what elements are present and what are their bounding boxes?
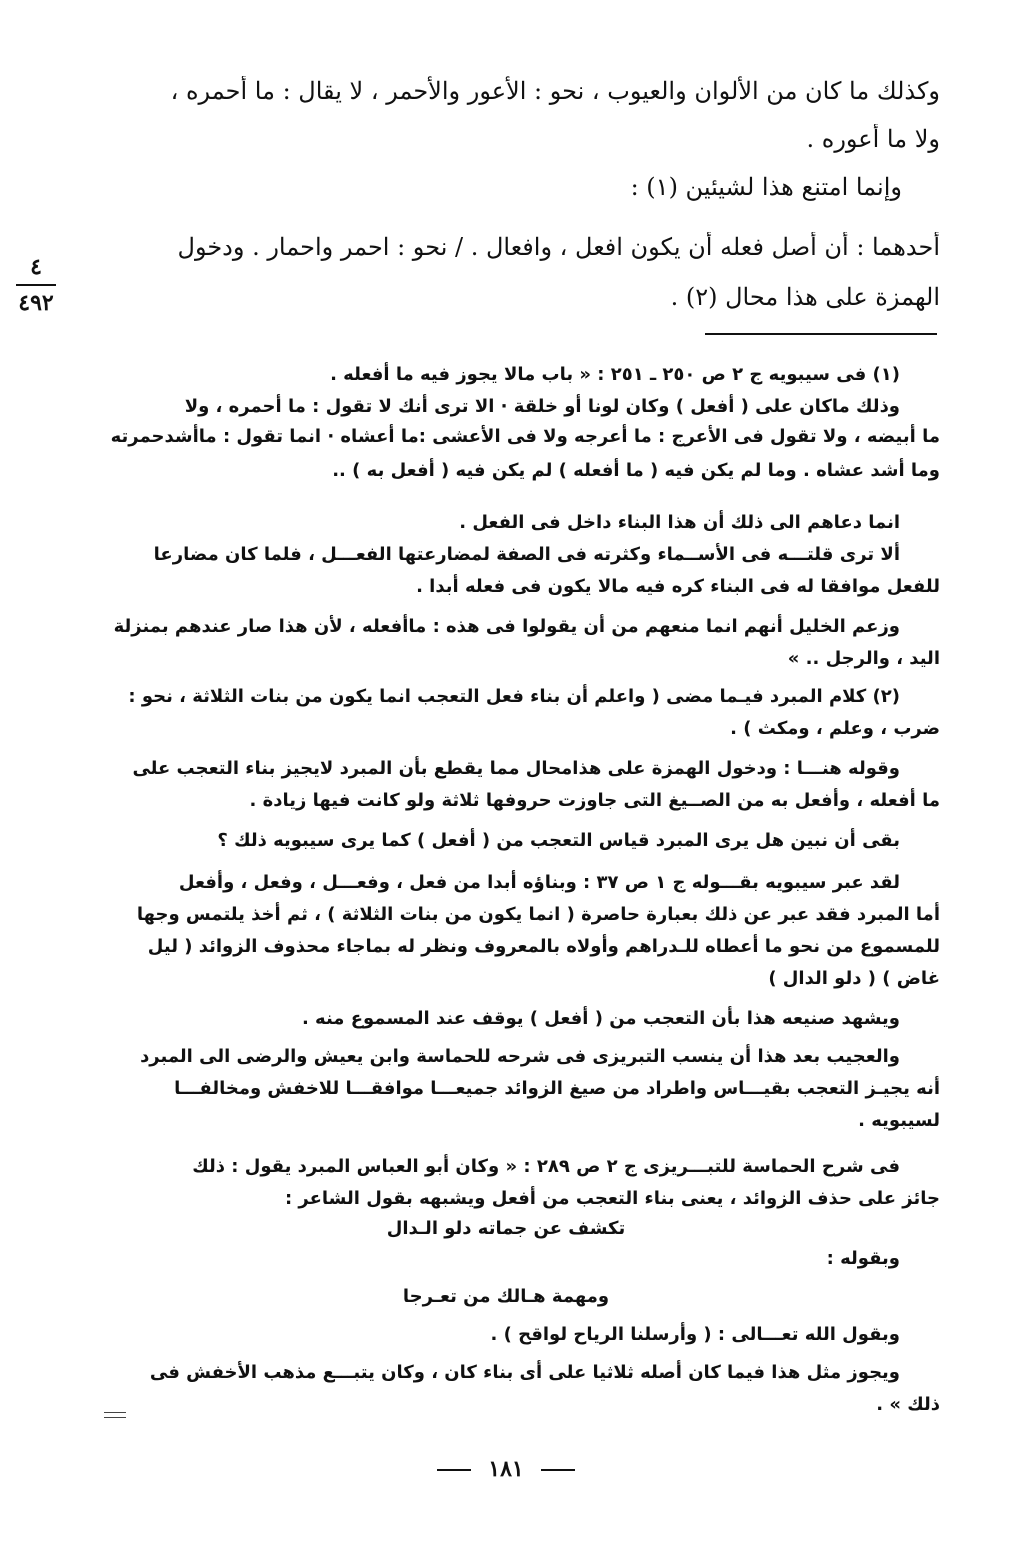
main-text-line-3: وإنما امتنع هذا لشيئين (١) : xyxy=(630,173,902,201)
main-text-line-4: أحدهما : أن أصل فعله أن يكون افعل ، وافعال . / نحو : احمر واحمار . ودخول xyxy=(177,233,940,261)
footnote-line-10: (٢) كلام المبرد فيـما مضى ( واعلم أن بناء فعل التعجب انما يكون من بنات الثلاثة ، نحو : xyxy=(128,686,900,707)
footnote-line-5: انما دعاهم الى ذلك أن هذا البناء داخل فى الفعل . xyxy=(459,512,900,533)
margin-ref-divider xyxy=(16,284,56,286)
footnote-line-1: (١) فى سيبويه ج ٢ ص ٢٥٠ ـ ٢٥١ : « باب مالا يجوز فيه ما أفعله . xyxy=(330,364,900,385)
footnote-line-18: غاض ) ( دلو الدال ) xyxy=(768,968,940,989)
footnote-line-26: وبقوله : xyxy=(826,1248,900,1269)
footnote-line-6: ألا ترى قلتـــه فى الأســماء وكثرته فى الصفة لمضارعتها الفعـــل ، فلما كان مضارعا xyxy=(153,544,900,565)
page-number-value: ١٨١ xyxy=(488,1456,524,1482)
page-number-dash-left xyxy=(541,1469,575,1471)
margin-ref-bottom: ٤٩٢ xyxy=(18,290,54,316)
footnote-line-12: وقوله هنـــا : ودخول الهمزة على هذامحال مما يقطع بأن المبرد لايجيز بناء التعجب على xyxy=(132,758,900,779)
footnote-line-7: للفعل موافقا له فى البناء كره فيه مالا يكون فى فعله أبدا . xyxy=(416,576,940,597)
margin-page-reference xyxy=(14,252,58,318)
main-text-line-1: وكذلك ما كان من الألوان والعيوب ، نحو : الأعور والأحمر ، لا يقال : ما أحمره ، xyxy=(170,77,940,105)
page-number-dash-right xyxy=(437,1469,471,1471)
page-number xyxy=(0,1456,1012,1482)
footnote-line-30: ذلك » . xyxy=(876,1394,940,1415)
footnote-line-20: والعجيب بعد هذا أن ينسب التبريزى فى شرحه للحماسة وابن يعيش والرضى الى المبرد xyxy=(140,1046,900,1067)
footnote-line-23: فى شرح الحماسة للتبـــريزى ج ٢ ص ٢٨٩ : « وكان أبو العباس المبرد يقول : ذلك xyxy=(192,1156,900,1177)
footnote-line-15: لقد عبر سيبويه بقـــوله ج ١ ص ٣٧ : وبناؤه أبدا من فعل ، وفعـــل ، وفعل ، وأفعل xyxy=(178,872,900,893)
footnote-line-22: لسيبويه . xyxy=(858,1110,940,1131)
footnote-line-16: أما المبرد فقد عبر عن ذلك بعبارة حاصرة ( انما يكون من بنات الثلاثة ) ، ثم أخذ يلتمس وجها xyxy=(136,904,940,925)
footnote-line-11: ضرب ، وعلم ، ومكث ) . xyxy=(730,718,940,739)
footnote-line-28: وبقول الله تعـــالى : ( وأرسلنا الرياح لواقح ) . xyxy=(490,1324,900,1345)
footnote-line-3: ما أبيضه ، ولا تقول فى الأعرج : ما أعرجه ولا فى الأعشى :ما أعشاه · انما تقول : ماأشدحمرته xyxy=(110,426,940,447)
footnote-line-8: وزعم الخليل أنهم انما منعهم من أن يقولوا فى هذه : ماأفعله ، لأن هذا صار عندهم بمنزلة xyxy=(113,616,900,637)
main-text-line-5: الهمزة على هذا محال (٢) . xyxy=(670,283,940,311)
footnote-line-29: ويجوز مثل هذا فيما كان أصله ثلاثيا على أى بناء كان ، وكان يتبـــع مذهب الأخفش فى xyxy=(149,1362,900,1383)
main-text-line-2: ولا ما أعوره . xyxy=(806,125,940,153)
footnote-line-14: بقى أن نبين هل يرى المبرد قياس التعجب من ( أفعل ) كما يرى سيبويه ذلك ؟ xyxy=(217,830,900,851)
footnote-line-13: ما أفعله ، وأفعل به من الصــيغ التى جاوزت حروفها ثلاثة ولو كانت فيها زيادة . xyxy=(249,790,940,811)
footnote-line-2: وذلك ماكان على ( أفعل ) وكان لونا أو خلقة · الا ترى أنك لا تقول : ما أحمره ، ولا xyxy=(184,396,900,417)
footnote-line-4: وما أشد عشاه . وما لم يكن فيه ( ما أفعله ) لم يكن فيه ( أفعل به ) .. xyxy=(332,460,940,481)
footnote-separator xyxy=(705,333,937,335)
footnote-line-17: للمسموع من نحو ما أعطاه للـدراهم وأولاه بالمعروف ونظر له بماجاء محذوف الزوائد ( ليل xyxy=(147,936,940,957)
footnote-line-21: أنه يجيـز التعجب بقيـــاس واطراد من صيغ الزوائد جميعـــا موافقـــا للاخفش ومخالفـــا xyxy=(174,1078,940,1099)
ink-mark xyxy=(104,1412,126,1418)
footnote-line-24: جائز على حذف الزوائد ، يعنى بناء التعجب من أفعل ويشبهه بقول الشاعر : xyxy=(284,1188,940,1209)
footnote-verse-1: تكشف عن جماته دلو الـدال xyxy=(386,1218,626,1239)
footnote-verse-2: ومهمة هـالك من تعـرجا xyxy=(402,1286,610,1307)
margin-ref-top: ٤ xyxy=(30,254,42,280)
footnote-line-9: اليد ، والرجل .. » xyxy=(787,648,940,669)
footnote-line-19: ويشهد صنيعه هذا بأن التعجب من ( أفعل ) يوقف عند المسموع منه . xyxy=(301,1008,900,1029)
